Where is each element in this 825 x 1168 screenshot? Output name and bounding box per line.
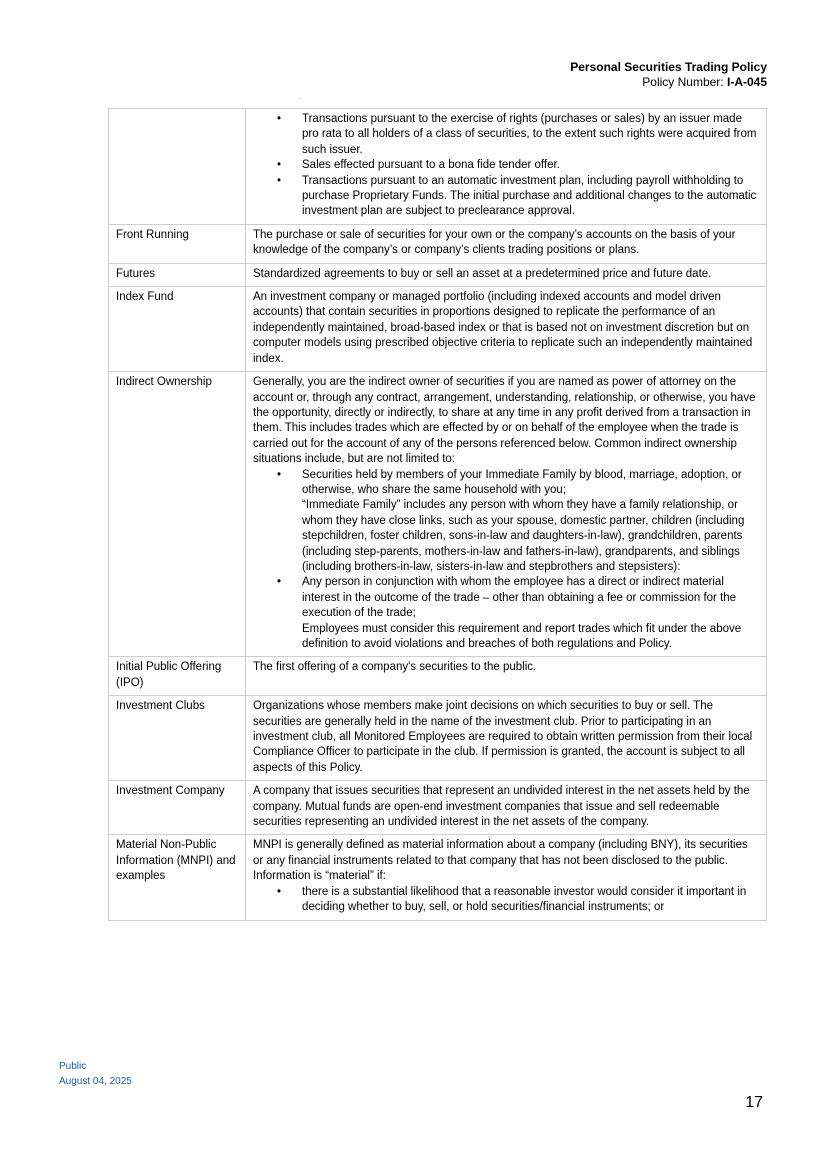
bullet-list (253, 468, 760, 499)
list-item-continuation: Employees must consider this requirement and report trades which fit under the above definition to avoid violations and breaches of both regulations and Policy. (302, 622, 742, 650)
bullet: • (277, 468, 282, 481)
list-item (253, 885, 760, 916)
document-title: Personal Securities Trading Policy (570, 60, 767, 74)
definition-cell: Standardized agreements to buy or sell an asset at a predetermined price and future date. (246, 263, 767, 286)
list-item-text: Transactions pursuant to the exercise of rights (purchases or sales) by an issuer made pro rata to all holders of a class of securities, to the extent such rights were acquired from such issuer. (302, 113, 757, 156)
bullet-list (253, 575, 760, 621)
list-item-text: Sales effected pursuant to a bona fide tender offer. (302, 159, 560, 172)
bullet: • (277, 174, 282, 187)
policy-number: I-A-045 (726, 75, 767, 89)
footer-date: August 04, 2025 (59, 1076, 132, 1087)
definition-cell: A company that issues securities that represent an undivided interest in the net assets held by the company. Mutual funds are open-end investment companies that issue and sell redeemable securities representing an undivided interest in the net assets of the company. (246, 781, 767, 835)
definitions-table (108, 108, 767, 921)
list-item-text: Securities held by members of your Immediate Family by blood, marriage, adoption, or otherwise, who share the same household with you; (302, 468, 742, 496)
classification-label: Public (59, 1061, 87, 1072)
term-cell: Initial Public Offering (IPO) (109, 657, 246, 696)
bullet: • (277, 576, 282, 589)
list-item (253, 112, 760, 158)
definition-cell (246, 372, 767, 657)
list-item (253, 174, 760, 220)
term-cell: Index Fund (109, 287, 246, 372)
definition-text: MNPI is generally defined as material information about a company (including BNY), its securities or any financial instruments related to that company that has not been disclosed to the public. Information is “material” if: (253, 839, 748, 883)
term-cell: Indirect Ownership (109, 372, 246, 657)
bullet: • (277, 885, 282, 898)
table-row (109, 835, 767, 920)
definition-cell: The first offering of a company's securities to the public. (246, 657, 767, 696)
list-item (253, 468, 760, 499)
definition-cell (246, 835, 767, 920)
bullet: • (277, 113, 282, 125)
policy-number-line (570, 75, 767, 90)
definition-cell (246, 109, 767, 225)
table-row (109, 263, 767, 286)
term-cell: Investment Company (109, 781, 246, 835)
definition-cell: Organizations whose members make joint decisions on which securities to buy or sell. The securities are generally held in the name of the investment club. Prior to participating in an investment club, all Monitored Employees are required to obtain written permission from their local Compliance Officer to participate in the club. If permission is granted, the account is subject to all aspects of this Policy. (246, 696, 767, 781)
bullet-list (253, 112, 760, 220)
term-cell: Material Non-Public Information (MNPI) and examples (109, 835, 246, 920)
stray-mark: . (299, 95, 301, 101)
page-number: 17 (745, 1094, 763, 1111)
table-row (109, 696, 767, 781)
table-row (109, 372, 767, 657)
page-header (570, 60, 767, 90)
page-footer (59, 1059, 132, 1089)
list-item-text: Transactions pursuant to an automatic investment plan, including payroll withholding to purchase Proprietary Funds. The initial purchase and additional changes to the automatic investment plan are subject to preclearance approval. (302, 174, 757, 218)
bullet-list (253, 885, 760, 916)
term-cell: Investment Clubs (109, 696, 246, 781)
term-cell: Front Running (109, 224, 246, 263)
table-row (109, 224, 767, 263)
table-row (109, 781, 767, 835)
definition-cell: The purchase or sale of securities for your own or the company’s accounts on the basis of your knowledge of the company’s or company’s clients trading positions or plans. (246, 224, 767, 263)
definition-cell: An investment company or managed portfolio (including indexed accounts and model driven accounts) that contain securities in proportions designed to replicate the performance of an independently maintained, broad-based index or that is based not on investment discretion but on computer models using prescribed objective criteria to replicate such an independently maintained index. (246, 287, 767, 372)
table-row (109, 657, 767, 696)
list-item-text: Any person in conjunction with whom the employee has a direct or indirect material interest in the outcome of the trade – other than obtaining a fee or commission for the execution of the trade; (302, 576, 737, 620)
list-item (253, 575, 760, 621)
table-row (109, 287, 767, 372)
term-cell: Futures (109, 263, 246, 286)
list-item-continuation: “Immediate Family” includes any person with whom they have a family relationship, or whom they have close links, such as your spouse, domestic partner, children (including stepchildren, foster children, sons-in-law and daughters-in-law), grandchildren, parents (including step-parents, mothers-in-law and fathers-in-law), grandparents, and siblings (including brothers-in-law, sisters-in-law and stepbrothers and stepsisters): (302, 499, 745, 573)
list-item (253, 158, 760, 173)
term-cell (109, 109, 246, 225)
policy-number-label: Policy Number: (642, 75, 727, 89)
list-item-text: there is a substantial likelihood that a reasonable investor would consider it important in deciding whether to buy, sell, or hold securities/financial instruments; or (302, 885, 747, 914)
bullet: • (277, 159, 282, 172)
table-row (109, 109, 767, 225)
definition-text: Generally, you are the indirect owner of securities if you are named as power of attorney on the account or, through any contract, arrangement, understanding, relationship, or otherwise, you have the opportunity, directly or indirectly, to share at any time in any profit derived from a transaction in them. This includes trades which are effected by or on behalf of the employee when the trade is carried out for the account of any of the persons referenced below. Common indirect ownership situations include, but are not limited to: (253, 376, 756, 466)
